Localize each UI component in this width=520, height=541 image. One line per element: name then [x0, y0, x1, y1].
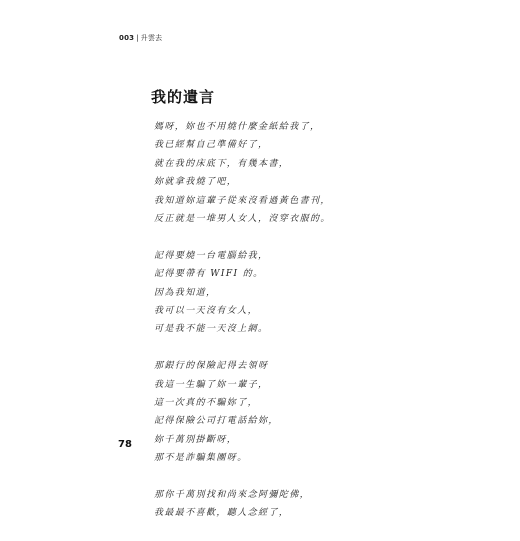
- poem-line: 我知道妳這輩子從來沒看過黃色書刊，: [154, 195, 331, 206]
- poem-line: 我可以一天沒有女人，: [154, 306, 259, 317]
- poem-line: 可是我不能一天沒上網。: [154, 324, 269, 335]
- poem-line: 反正就是一堆男人女人，沒穿衣服的。: [154, 214, 331, 225]
- poem-title: 我的遺言: [151, 88, 216, 106]
- poem-line: 我已經幫自己準備好了，: [154, 140, 269, 151]
- poem-line: 那你千萬別找和尚來念阿彌陀佛，: [154, 490, 311, 501]
- poem-line: 這一次真的不騙妳了，: [154, 398, 259, 409]
- poem-line: 那銀行的保險記得去領呀: [154, 361, 269, 372]
- page-number: 78: [118, 439, 132, 450]
- poem-line: 那不是詐騙集團呀。: [154, 453, 248, 464]
- running-head: [119, 33, 162, 43]
- poem-line: 妳就拿我燒了吧，: [154, 177, 238, 188]
- chapter-number: 003: [119, 34, 135, 42]
- poem-line: 記得要燒一台電腦給我，: [154, 250, 269, 261]
- poem-line: 妳千萬別掛斷呀，: [154, 434, 238, 445]
- poem-body: [154, 118, 394, 541]
- stanza: [154, 357, 394, 467]
- section-name: 升雲去: [140, 34, 163, 42]
- poem-line: 記得要帶有 WIFI 的。: [154, 269, 264, 280]
- stanza: [154, 486, 394, 523]
- stanza: [154, 247, 394, 339]
- poem-line: 媽呀，妳也不用燒什麼金紙給我了，: [154, 122, 321, 132]
- poem-line: 因為我知道，: [154, 287, 217, 298]
- poem-line: 記得保險公司打電話給妳，: [154, 416, 279, 427]
- stanza: [154, 118, 394, 228]
- running-head-separator: |: [136, 34, 139, 42]
- poem-line: 我這一生騙了妳一輩子，: [154, 379, 269, 390]
- poem-line: 就在我的床底下，有幾本書，: [154, 158, 290, 169]
- poem-line: 我最最不喜歡，聽人念經了，: [154, 508, 290, 519]
